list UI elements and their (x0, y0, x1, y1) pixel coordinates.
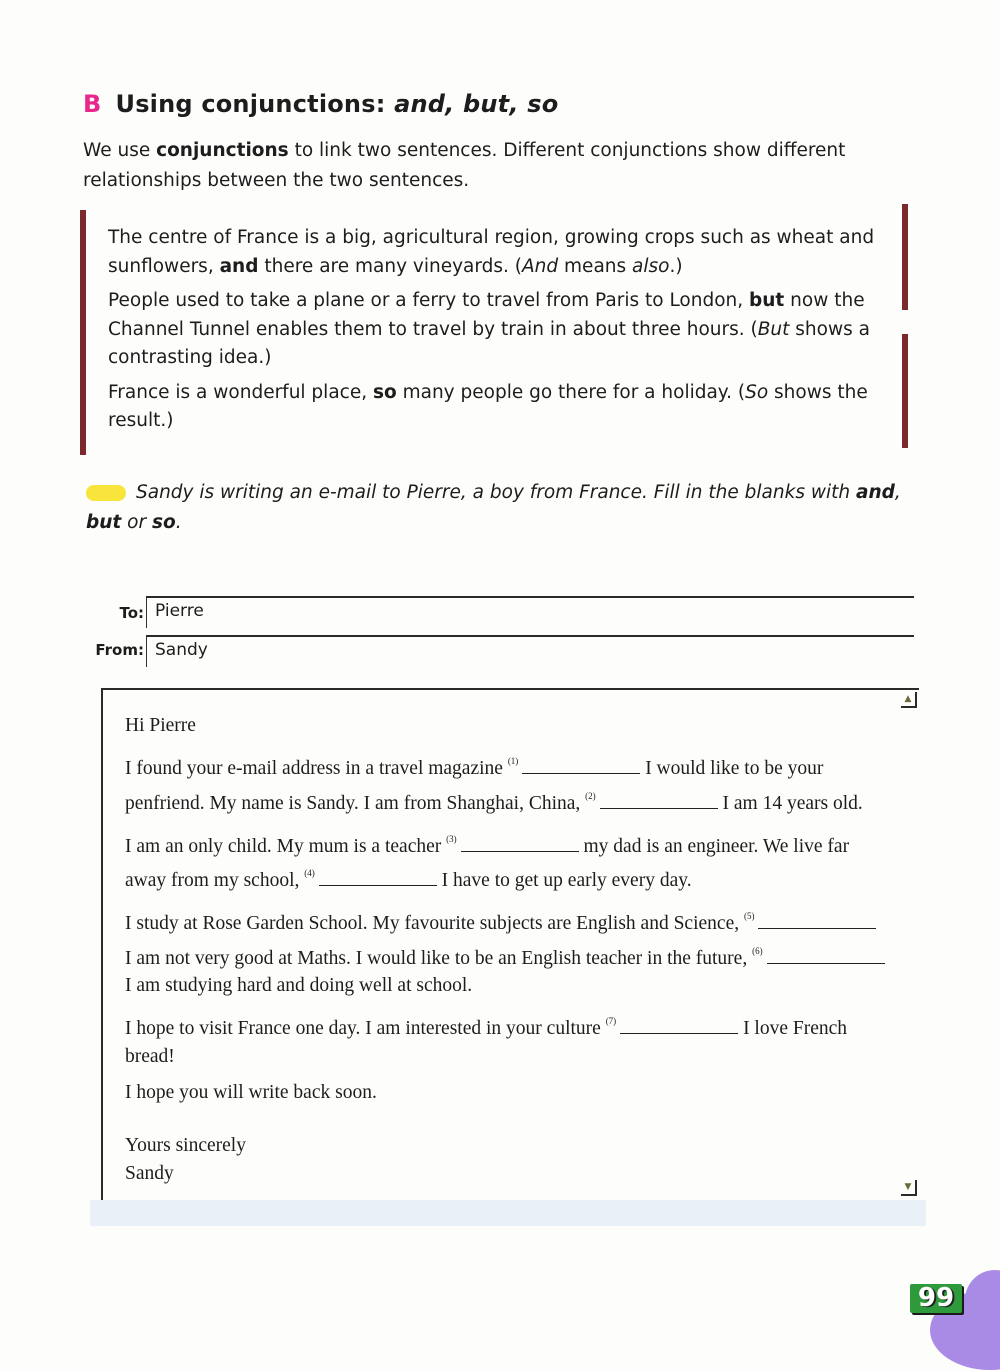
email-signature: Sandy (125, 1162, 174, 1184)
email-greeting: Hi Pierre (125, 715, 196, 736)
blank-number: (3) (446, 833, 457, 844)
intro-paragraph (83, 136, 883, 196)
blank-number: (4) (304, 868, 315, 878)
examples-right-bar-bottom (902, 334, 908, 448)
email-footer-band (90, 1200, 926, 1226)
from-label: From: (95, 641, 144, 659)
section-title: Using conjunctions: (115, 90, 395, 118)
email-paragraph-5: I hope you will write back soon. (125, 1081, 377, 1103)
from-field[interactable] (146, 635, 914, 663)
to-label: To: (119, 604, 144, 622)
blank-2[interactable] (600, 791, 718, 809)
email-paragraph-3: I study at Rose Garden School. My favourite subjects are English and Science, $^{(5)}$ I am not very good at Maths. I would like to be an English teacher in the future, $^{(6)}$ I am studying hard and doing well at school. (125, 903, 885, 1000)
email-paragraph-1: I found your e-mail address in a travel magazine $^{(1)}$ I would like to be your penfriend. My name is Sandy. I am from Shanghai, China, $^{(2)}$ I am 14 years old. (125, 756, 863, 814)
blank-1[interactable] (522, 756, 640, 774)
blank-number: (6) (752, 945, 763, 956)
section-title-italic: and, but, so (394, 90, 559, 118)
example-and: The centre of France is a big, agricultural region, growing crops such as wheat and sunflowers, and there are many vineyards. (And means also.) (108, 227, 875, 277)
blank-7[interactable] (620, 1016, 738, 1034)
intro-text-end: to link two sentences. Different conjunctions show different relationships between the two sentences. (83, 140, 846, 191)
blank-4[interactable] (319, 868, 437, 886)
email-closing: Yours sincerely (125, 1135, 246, 1156)
examples-box (108, 224, 893, 442)
blank-number: (5) (743, 911, 755, 921)
blank-3[interactable] (461, 834, 579, 852)
from-value: Sandy (155, 640, 208, 660)
blank-number: (7) (605, 1016, 617, 1026)
section-heading (83, 90, 558, 118)
blank-5[interactable] (758, 911, 876, 929)
email-body-box[interactable] (101, 688, 919, 1200)
blank-6[interactable] (767, 946, 885, 964)
intro-text: We use (83, 140, 157, 161)
example-but: People used to take a plane or a ferry to travel from Paris to London, but now the Channel Tunnel enables them to travel by train in about three hours. (But shows a contrasting idea.) (108, 290, 870, 368)
scroll-up-icon[interactable]: ▲ (901, 692, 917, 708)
blank-number: (1) (507, 756, 519, 766)
to-field[interactable] (146, 596, 914, 624)
exercise-instruction: Sandy is writing an e-mail to Pierre, a boy from France. Fill in the blanks with and, but or so. (86, 482, 901, 533)
examples-left-bar (80, 210, 86, 455)
intro-bold-term: conjunctions (156, 140, 289, 161)
blank-number: (2) (585, 790, 596, 801)
to-value: Pierre (155, 601, 204, 621)
page-number: 99 (910, 1284, 962, 1313)
email-paragraph-2: I am an only child. My mum is a teacher $^{(3)}$ my dad is an engineer. We live far away from my school, $^{(4)}$ I have to get up early every day. (125, 833, 850, 891)
email-text (125, 712, 885, 1196)
section-letter: B (83, 90, 102, 118)
examples-right-bar-top (902, 204, 908, 310)
exercise-marker-icon (86, 485, 126, 501)
scroll-down-icon[interactable]: ▼ (901, 1180, 917, 1196)
example-so: France is a wonderful place, so many people go there for a holiday. (So shows the result.) (108, 381, 868, 431)
email-paragraph-4: I hope to visit France one day. I am interested in your culture $^{(7)}$ I love French bread! (125, 1016, 848, 1067)
